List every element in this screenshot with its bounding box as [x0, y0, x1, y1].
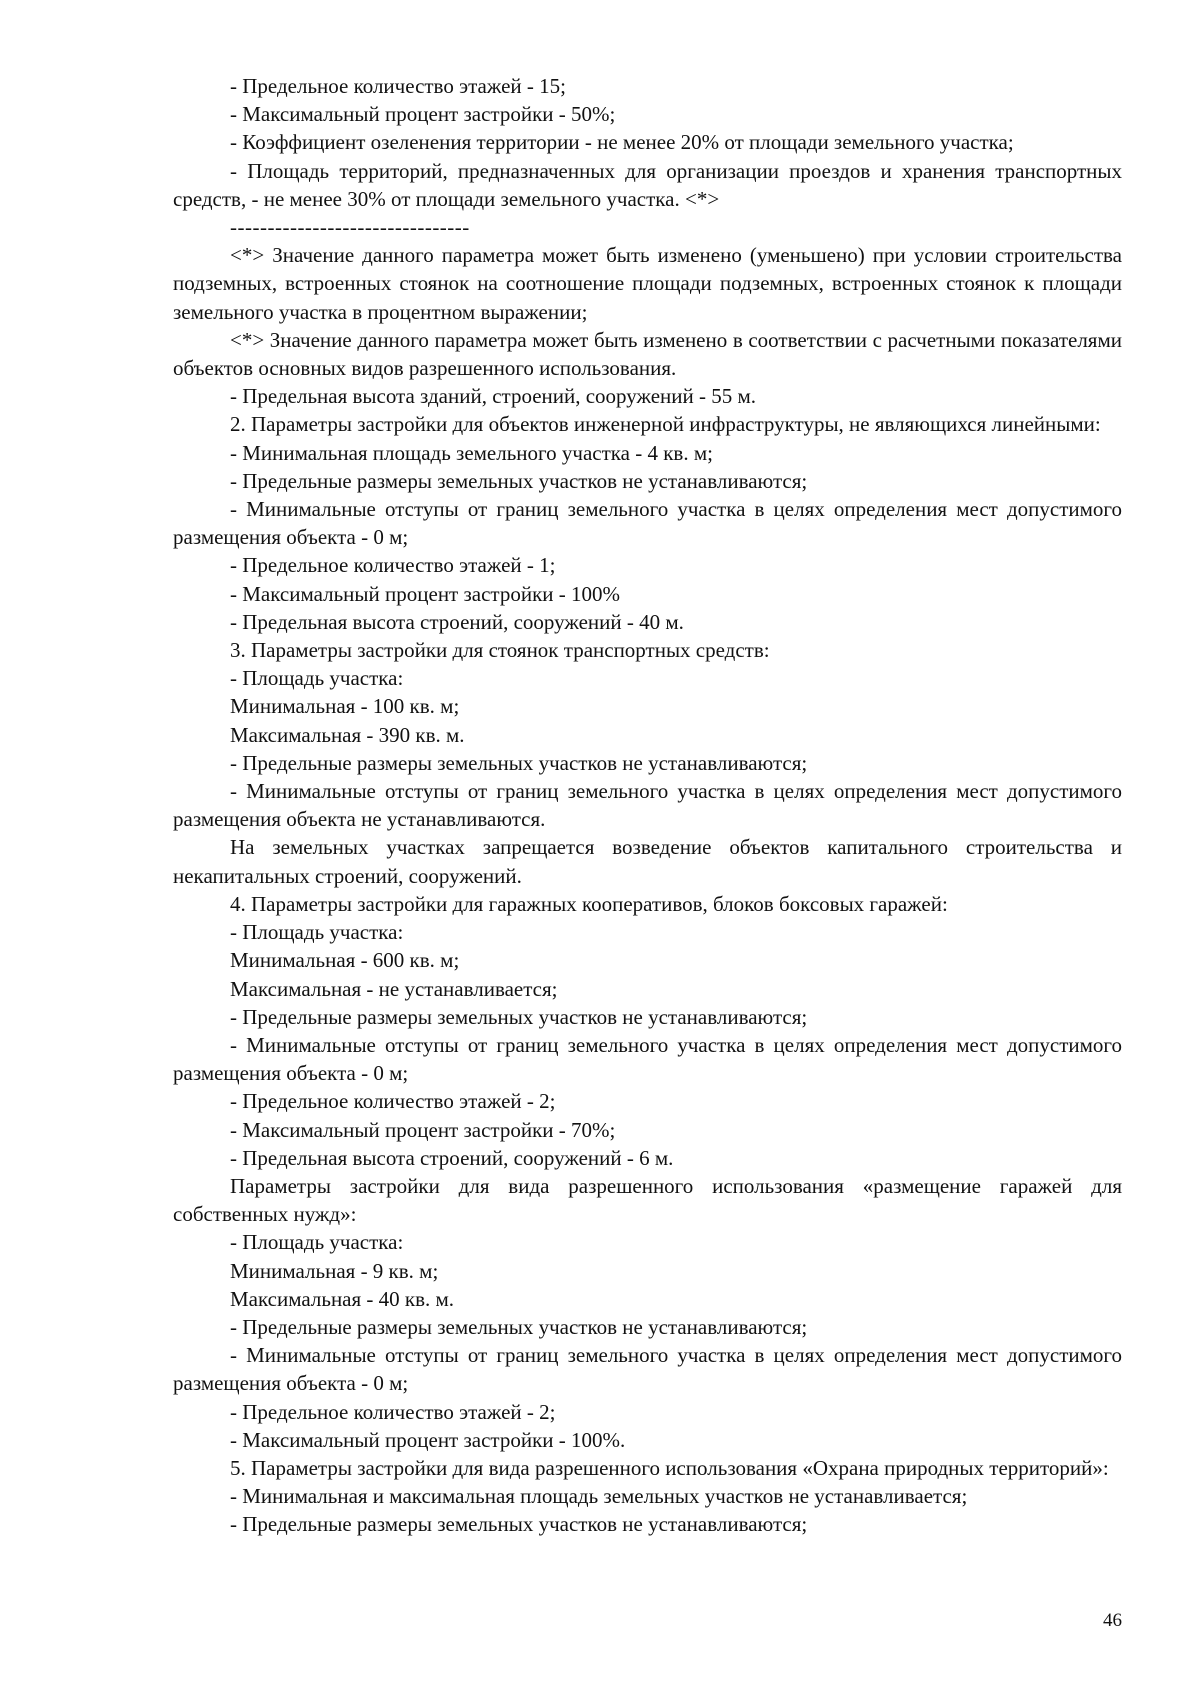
paragraph: - Предельное количество этажей - 2; — [230, 1399, 556, 1424]
paragraph: - Предельное количество этажей - 2; — [230, 1089, 556, 1114]
paragraph: - Предельные размеры земельных участков не устанавливаются; — [230, 1314, 808, 1339]
paragraph: - Минимальные отступы от границ земельного участка в целях определения мест допустимого размещения объекта - 0 м; — [173, 1343, 1122, 1396]
paragraph: - Предельное количество этажей - 15; — [230, 74, 566, 98]
paragraph: - Максимальный процент застройки - 100%. — [230, 1427, 626, 1452]
paragraph: Максимальная - 40 кв. м. — [230, 1286, 455, 1311]
paragraph: Минимальная - 9 кв. м; — [230, 1258, 439, 1283]
paragraph: - Максимальный процент застройки - 50%; — [230, 102, 616, 127]
paragraph: - Площадь участка: — [230, 920, 404, 945]
page-number: 46 — [1103, 1610, 1122, 1631]
paragraph: - Предельные размеры земельных участков не устанавливаются; — [230, 1512, 808, 1537]
footnote: <*> Значение данного параметра может быть изменено (уменьшено) при условии строительства подземных, встроенных стоянок на соотношение площади подземных, встроенных стоянок к площади земельного участка в процентном выражении; — [173, 243, 1122, 324]
paragraph: - Минимальные отступы от границ земельного участка в целях определения мест допустимого размещения объекта - 0 м; — [173, 497, 1122, 550]
paragraph: - Предельная высота строений, сооружений - 6 м. — [230, 1145, 674, 1170]
paragraph: - Минимальные отступы от границ земельного участка в целях определения мест допустимого размещения объекта - 0 м; — [173, 1032, 1122, 1086]
section-heading: 4. Параметры застройки для гаражных кооперативов, блоков боксовых гаражей: — [230, 891, 948, 916]
paragraph: - Минимальная площадь земельного участка - 4 кв. м; — [230, 440, 713, 465]
paragraph: - Площадь участка: — [230, 666, 404, 691]
paragraph: - Площадь участка: — [230, 1230, 404, 1255]
paragraph: Минимальная - 100 кв. м; — [230, 694, 460, 719]
footnote-separator: -------------------------------- — [230, 215, 470, 240]
paragraph: - Предельная высота строений, сооружений - 40 м. — [230, 609, 684, 634]
paragraph: - Площадь территорий, предназначенных для организации проездов и хранения транспортных средств, - не менее 30% от площади земельного участка. <*> — [173, 158, 1122, 211]
paragraph: Максимальная - 390 кв. м. — [230, 722, 465, 747]
section-heading: Параметры застройки для вида разрешенного использования «размещение гаражей для собственных нужд»: — [173, 1173, 1122, 1227]
paragraph: Максимальная - не устанавливается; — [230, 976, 558, 1001]
paragraph: На земельных участках запрещается возведение объектов капитального строительства и некапитальных строений, сооружений. — [173, 835, 1122, 888]
paragraph: - Максимальный процент застройки - 100% — [230, 581, 621, 606]
paragraph: - Предельные размеры земельных участков не устанавливаются; — [230, 1004, 808, 1029]
paragraph: - Предельная высота зданий, строений, сооружений - 55 м. — [230, 384, 757, 409]
document-body — [173, 72, 1122, 1539]
paragraph: Минимальная - 600 кв. м; — [230, 948, 460, 973]
paragraph: - Минимальные отступы от границ земельного участка в целях определения мест допустимого размещения объекта не устанавливаются. — [173, 779, 1122, 832]
paragraph: - Коэффициент озеленения территории - не менее 20% от площади земельного участка; — [230, 130, 1014, 155]
paragraph: - Максимальный процент застройки - 70%; — [230, 1117, 616, 1142]
paragraph: - Предельные размеры земельных участков не устанавливаются; — [230, 468, 808, 493]
section-heading: 3. Параметры застройки для стоянок транспортных средств: — [230, 638, 770, 663]
section-heading: 2. Параметры застройки для объектов инженерной инфраструктуры, не являющихся линейными: — [230, 412, 1101, 437]
paragraph: - Минимальная и максимальная площадь земельных участков не устанавливается; — [230, 1484, 968, 1509]
paragraph: - Предельное количество этажей - 1; — [230, 553, 556, 578]
paragraph: - Предельные размеры земельных участков не устанавливаются; — [230, 750, 808, 775]
footnote: <*> Значение данного параметра может быть изменено в соответствии с расчетными показателями объектов основных видов разрешенного использования. — [173, 327, 1122, 381]
section-heading: 5. Параметры застройки для вида разрешенного использования «Охрана природных территорий»: — [230, 1455, 1109, 1480]
